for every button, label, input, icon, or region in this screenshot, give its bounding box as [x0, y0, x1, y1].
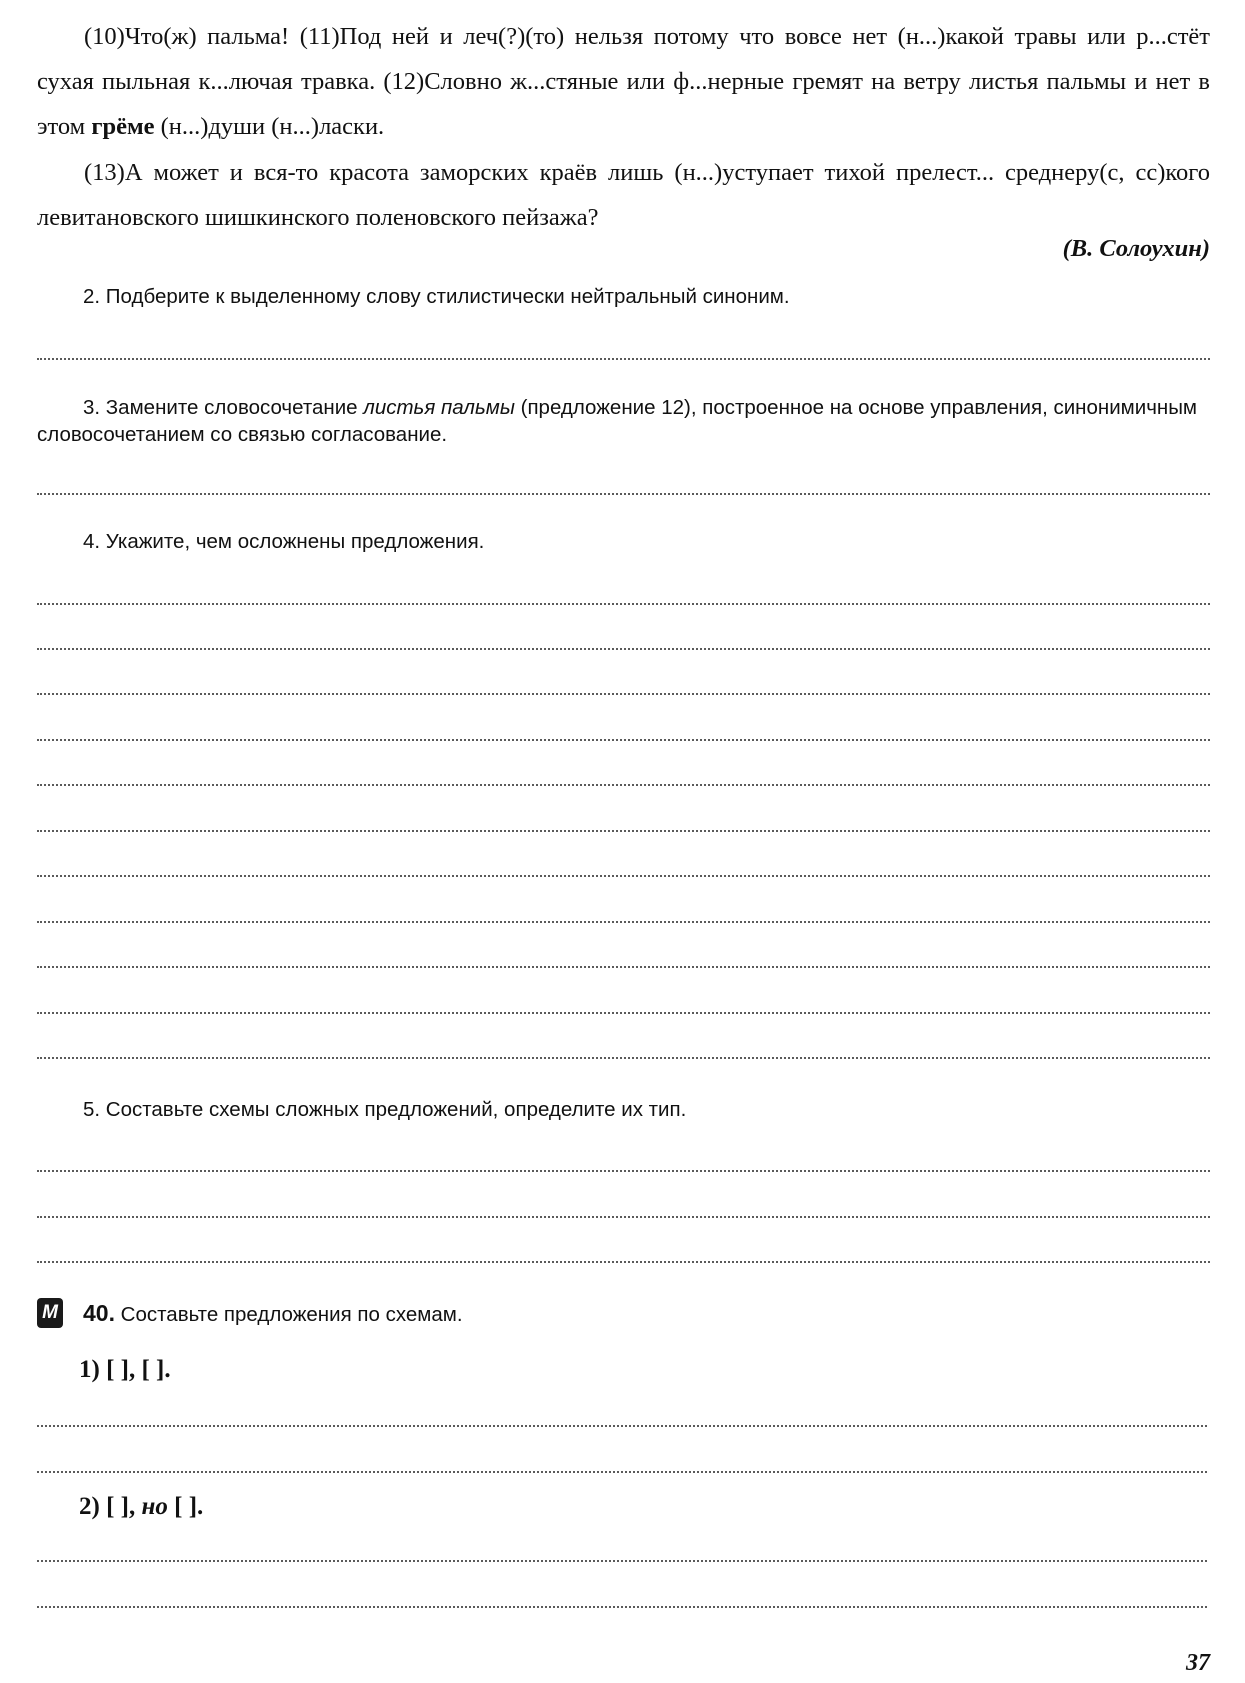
- text-paragraph-2: (13)А может и вся-то красота заморских краёв лишь (н...)уступает тихой прелест... среднеру(с, сс)кого левитановского шишкинского поленовского пейзажа?: [37, 159, 1210, 231]
- answer-line[interactable]: [37, 693, 1210, 695]
- schema-1: 1) [ ], [ ].: [79, 1356, 171, 1383]
- answer-line[interactable]: [37, 966, 1210, 968]
- answer-line[interactable]: [37, 1261, 1210, 1263]
- schema-2: 2) [ ], но [ ].: [79, 1493, 204, 1520]
- answer-line[interactable]: [37, 739, 1210, 741]
- answer-line[interactable]: [37, 830, 1210, 832]
- answer-line[interactable]: [37, 1216, 1210, 1218]
- highlighted-word: грёме: [91, 113, 155, 140]
- answer-line[interactable]: [37, 784, 1210, 786]
- exercise-number: 40.: [83, 1300, 115, 1326]
- text-paragraph-1: (10)Что(ж) пальма! (11)Под ней и леч(?)(то) нельзя потому что вовсе нет (н...)какой травы или р...стёт сухая пыльная к...лючая травка. (12)Словно ж...стяные или ф...нерные гремят на ветру листья пальмы и нет в этом грёме (н...)души (н...)ласки.: [37, 23, 1210, 140]
- answer-line[interactable]: [37, 1425, 1207, 1427]
- answer-line[interactable]: [37, 358, 1210, 360]
- answer-line[interactable]: [37, 1560, 1207, 1562]
- phrase-italic: листья пальмы: [363, 396, 515, 419]
- answer-line[interactable]: [37, 875, 1210, 877]
- task-5-text: 5. Составьте схемы сложных предложений, определите их тип.: [83, 1098, 687, 1121]
- workbook-page: [37, 0, 1210, 1683]
- answer-line[interactable]: [37, 1471, 1207, 1473]
- answer-line[interactable]: [37, 1606, 1207, 1608]
- answer-line[interactable]: [37, 921, 1210, 923]
- exercise-marker-icon: M: [37, 1298, 63, 1328]
- answer-line[interactable]: [37, 1057, 1210, 1059]
- answer-line[interactable]: [37, 1012, 1210, 1014]
- answer-line[interactable]: [37, 603, 1210, 605]
- task-4-text: 4. Укажите, чем осложнены предложения.: [83, 530, 485, 553]
- author-attribution: (В. Солоухин): [1062, 235, 1210, 262]
- task-3-text: 3. Замените словосочетание листья пальмы (предложение 12), построенное на основе управления, синонимичным словосочетанием со связью согласование.: [37, 396, 1198, 446]
- task-2-text: 2. Подберите к выделенному слову стилистически нейтральный синоним.: [83, 285, 790, 308]
- answer-line[interactable]: [37, 1170, 1210, 1172]
- page-number: 37: [1186, 1650, 1210, 1676]
- answer-line[interactable]: [37, 493, 1210, 495]
- answer-line[interactable]: [37, 648, 1210, 650]
- exercise-heading: 40. Составьте предложения по схемам.: [83, 1300, 463, 1326]
